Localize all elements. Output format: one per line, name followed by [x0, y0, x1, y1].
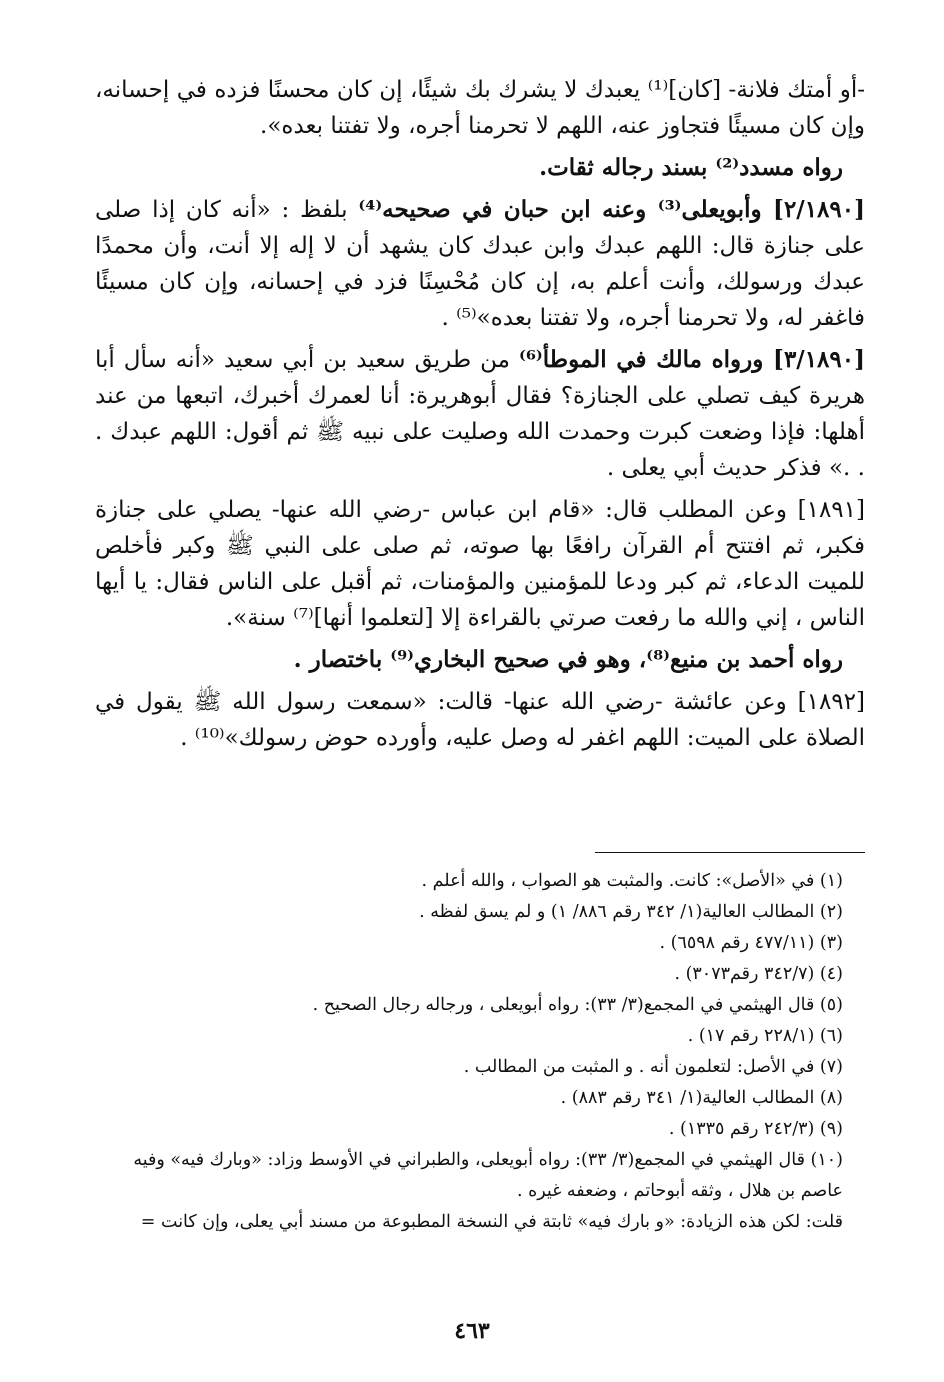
paragraph-5: [١٨٩١] وعن المطلب قال: «قام ابن عباس -رضي الله عنها- يصلي على جنازة فكبر، ثم افتتح أم القرآن رافعًا بها صوته، ثم صلى على النبي ﷺ وكبر فأخلص للميت الدعاء، ثم كبر ودعا للمؤمنين والمؤمنات، ثم أقبل على الناس فقال: يا أيها الناس ، إني والله ما رفعت صرتي بالقراءة إلا [لتعلموا أنها]⁽⁷⁾ سنة».	[95, 497, 865, 631]
footnote-10: (١٠) قال الهيثمي في المجمع(٣/ ٣٣): رواه أبويعلى، والطبراني في الأوسط وزاد: «وبارك فيه» وفيه	[133, 1150, 843, 1170]
footnote-8: (٨) المطالب العالية(١/ ٣٤١ رقم ٨٨٣) .	[560, 1088, 843, 1108]
footnote-10-comment: قلت: لكن هذه الزيادة: «و بارك فيه» ثابتة في النسخة المطبوعة من مسند أبي يعلى، وإن كانت =	[140, 1212, 843, 1232]
hadith-text-1890-3: من طريق سعيد بن أبي سعيد «أنه سأل أبا هريرة كيف تصلي على الجنازة؟ فقال أبوهريرة: أنا لعمرك أخبرك، اتبعها من عند أهلها: فإذا وضعت كبرت وحمدت الله وصليت على نبيه ﷺ ثم أقول: اللهم عبدك . . .» فذكر حديث أبي يعلى .	[95, 347, 865, 481]
footnotes	[95, 866, 865, 1238]
footnote-9: (٩) (٢٤٢/٣ رقم ١٣٣٥) .	[668, 1119, 843, 1139]
paragraph-6: رواه أحمد بن منيع⁽⁸⁾، وهو في صحيح البخاري⁽⁹⁾ باختصار .	[293, 646, 843, 673]
footnote-3: (٣) (٤٧٧/١١ رقم ٦٥٩٨) .	[659, 933, 843, 953]
footnote-7: (٧) في الأصل: لتعلمون أنه . و المثبت من المطالب .	[463, 1057, 843, 1077]
paragraph-4	[95, 342, 865, 486]
footnote-5: (٥) قال الهيثمي في المجمع(٣/ ٣٣): رواه أبويعلى ، ورجاله رجال الصحيح .	[312, 995, 843, 1015]
footnote-2: (٢) المطالب العالية(١/ ٣٤٢ رقم ٨٨٦/ ١) و لم يسق لفظه .	[419, 902, 843, 922]
main-text	[95, 72, 865, 762]
paragraph-3	[95, 192, 865, 336]
hadith-heading-1890-3: [٣/١٨٩٠] ورواه مالك في الموطأ⁽⁶⁾	[518, 346, 865, 373]
paragraph-7: [١٨٩٢] وعن عائشة -رضي الله عنها- قالت: «سمعت رسول الله ﷺ يقول في الصلاة على الميت: اللهم اغفر له وصل عليه، وأورده حوض رسولك»⁽¹⁰⁾ .	[95, 689, 865, 751]
page-number: ٤٦٣	[454, 1318, 490, 1344]
footnote-10-continued: عاصم بن هلال ، وثقه أبوحاتم ، وضعفه غيره .	[516, 1181, 843, 1201]
paragraph-1: -أو أمتك فلانة- [كان]⁽¹⁾ يعبدك لا يشرك بك شيئًا، إن كان محسنًا فزده في إحسانه، وإن كان مسيئًا فتجاوز عنه، اللهم لا تحرمنا أجره، ولا تفتنا بعده».	[95, 77, 865, 139]
footnote-4: (٤) (٣٤٢/٧ رقم٣٠٧٣) .	[674, 964, 843, 984]
hadith-text-1890-2: بلفظ : «أنه كان إذا صلى على جنازة قال: اللهم عبدك وابن عبدك كان يشهد أن لا إله إلا أنت، وأن محمدًا عبدك ورسولك، وأنت أعلم به، إن كان مُحْسِنًا فزد في إحسانه، وإن كان مسيئًا فاغفر له، ولا تحرمنا أجره، ولا تفتنا بعده»⁽⁵⁾ .	[95, 197, 865, 331]
footnote-divider	[595, 852, 865, 853]
hadith-heading-1890-2: [٢/١٨٩٠] وأبويعلى⁽³⁾ وعنه ابن حبان في صحيحه⁽⁴⁾	[358, 196, 866, 223]
paragraph-2: رواه مسدد⁽²⁾ بسند رجاله ثقات.	[539, 154, 843, 181]
footnote-6: (٦) (٢٢٨/١ رقم ١٧) .	[687, 1026, 843, 1046]
footnote-1: (١) في «الأصل»: كانت. والمثبت هو الصواب ، والله أعلم .	[421, 871, 843, 891]
